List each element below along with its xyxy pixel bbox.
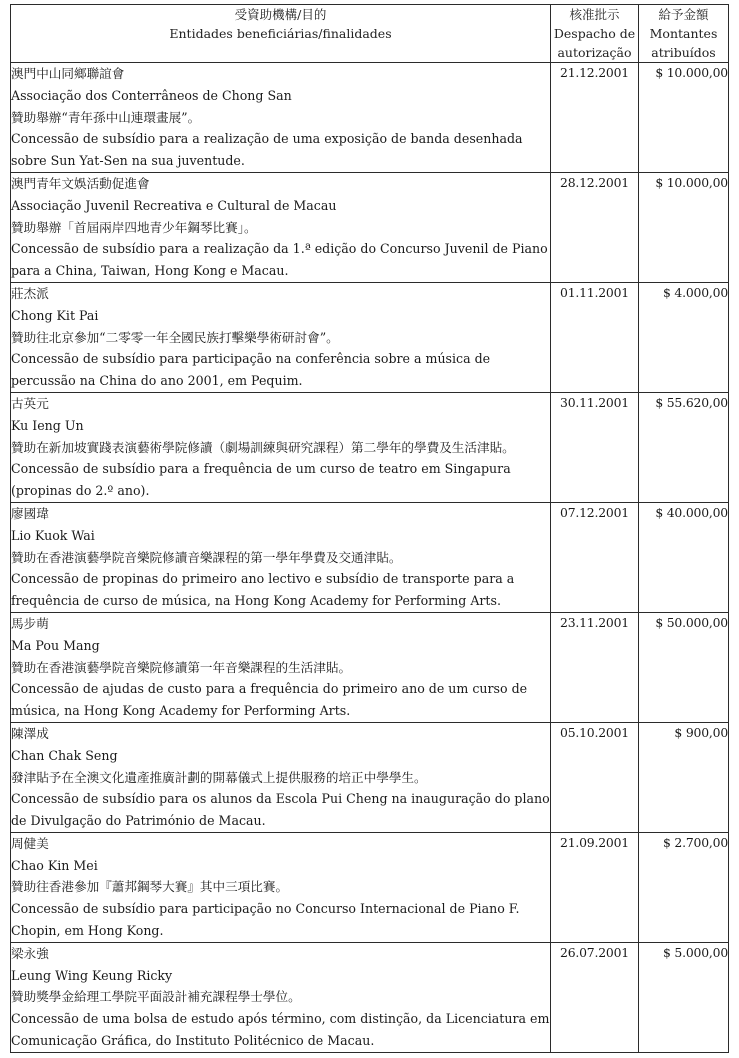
table-row (11, 282, 729, 392)
grants-table (10, 4, 729, 1053)
entity-name-pt: Chao Kin Mei (11, 857, 98, 873)
purpose-zh: 發津貼予在全澳文化遺產推廣計劃的開幕儀式上提供服務的培正中學學生。 (11, 769, 427, 785)
entity-cell (11, 502, 551, 612)
purpose-zh: 贊助往北京參加“二零零一年全國民族打擊樂學術研討會”。 (11, 329, 339, 345)
table-row (11, 942, 729, 1052)
entity-name-zh: 周健美 (11, 835, 49, 851)
entity-name-zh: 澳門中山同鄉聯誼會 (11, 66, 125, 81)
header-entities (11, 5, 551, 63)
despacho-date: 30.11.2001 (551, 392, 639, 502)
purpose-zh: 贊助往香港參加『蕭邦鋼琴大賽』其中三項比賽。 (11, 879, 289, 895)
entity-name-zh: 馬步萌 (11, 615, 49, 631)
table-row (11, 63, 729, 173)
header-entities-pt: Entidades beneficiárias/finalidades (169, 26, 392, 41)
despacho-date: 23.11.2001 (551, 612, 639, 722)
purpose-zh: 贊助舉辦“青年孫中山連環畫展”。 (11, 109, 201, 125)
entity-cell (11, 392, 551, 502)
amount-value: $ 40.000,00 (639, 502, 729, 612)
entity-name-pt: Lio Kuok Wai (11, 527, 95, 543)
header-despacho (551, 5, 639, 63)
despacho-date: 21.12.2001 (551, 63, 639, 173)
table-row (11, 502, 729, 612)
purpose-zh: 贊助獎學金給理工學院平面設計補充課程學士學位。 (11, 989, 301, 1005)
table-row (11, 392, 729, 502)
table-row (11, 722, 729, 832)
header-montantes-zh: 給予金額 (658, 7, 709, 22)
despacho-date: 05.10.2001 (551, 722, 639, 832)
despacho-date: 26.07.2001 (551, 942, 639, 1052)
purpose-pt: Concessão de propinas do primeiro ano lectivo e subsídio de transporte para a frequência de curso de música, na Hong Kong Academy for Performing Arts. (11, 571, 515, 609)
table-row (11, 172, 729, 282)
purpose-zh: 贊助在香港演藝學院音樂院修讀音樂課程的第一學年學費及交通津貼。 (11, 549, 402, 565)
amount-value: $ 10.000,00 (639, 172, 729, 282)
header-row (11, 5, 729, 63)
entity-name-pt: Leung Wing Keung Ricky (11, 967, 173, 983)
purpose-zh: 贊助在新加坡實踐表演藝術學院修讀（劇場訓練與研究課程）第二學年的學費及生活津貼。 (11, 439, 515, 455)
entity-cell (11, 172, 551, 282)
header-despacho-zh: 核准批示 (569, 7, 620, 22)
purpose-pt: Concessão de subsídio para a realização de uma exposição de banda desenhada sobre Sun Yat-Sen na sua juventude. (11, 131, 523, 169)
entity-name-pt: Chong Kit Pai (11, 307, 99, 323)
despacho-date: 21.09.2001 (551, 832, 639, 942)
header-montantes-pt-2: atribuídos (651, 45, 716, 60)
header-montantes-pt-1: Montantes (649, 26, 718, 41)
purpose-pt: Concessão de subsídio para participação no Concurso Internacional de Piano F. Chopin, em Hong Kong. (11, 901, 520, 939)
entity-name-zh: 廖國瑋 (11, 505, 49, 521)
entity-name-zh: 莊杰派 (11, 285, 49, 301)
purpose-zh: 贊助在香港演藝學院音樂院修讀第一年音樂課程的生活津貼。 (11, 659, 352, 675)
entity-name-zh: 梁永強 (11, 945, 49, 961)
purpose-zh: 贊助舉辦「首屆兩岸四地青少年鋼琴比賽」。 (11, 219, 257, 235)
table-row (11, 832, 729, 942)
amount-value: $ 4.000,00 (639, 282, 729, 392)
amount-value: $ 55.620,00 (639, 392, 729, 502)
entity-cell (11, 612, 551, 722)
purpose-pt: Concessão de subsídio para a frequência de um curso de teatro em Singapura (propinas do 2.º ano). (11, 461, 511, 499)
despacho-date: 28.12.2001 (551, 172, 639, 282)
entity-name-pt: Chan Chak Seng (11, 747, 118, 763)
entity-name-zh: 古英元 (11, 395, 49, 411)
amount-value: $ 10.000,00 (639, 63, 729, 173)
entity-cell (11, 282, 551, 392)
entity-cell (11, 832, 551, 942)
entity-cell (11, 63, 551, 173)
header-despacho-pt-1: Despacho de (553, 26, 636, 41)
purpose-pt: Concessão de uma bolsa de estudo após término, com distinção, da Licenciatura em Comunicação Gráfica, do Instituto Politécnico de Macau. (11, 1011, 550, 1049)
purpose-pt: Concessão de subsídio para participação na conferência sobre a música de percussão na China do ano 2001, em Pequim. (11, 351, 491, 389)
header-despacho-pt-2: autorização (557, 45, 632, 60)
header-montantes (639, 5, 729, 63)
header-entities-zh: 受資助機構/目的 (234, 7, 327, 22)
amount-value: $ 2.700,00 (639, 832, 729, 942)
purpose-pt: Concessão de subsídio para os alunos da Escola Pui Cheng na inauguração do plano de Divulgação do Património de Macau. (11, 791, 550, 829)
entity-name-pt: Associação dos Conterrâneos de Chong San (11, 87, 292, 103)
entity-name-pt: Ku Ieng Un (11, 417, 84, 433)
despacho-date: 07.12.2001 (551, 502, 639, 612)
entity-name-zh: 陳澤成 (11, 725, 49, 741)
entity-name-zh: 澳門青年文娛活動促進會 (11, 175, 150, 191)
table-row (11, 612, 729, 722)
entity-cell (11, 942, 551, 1052)
amount-value: $ 5.000,00 (639, 942, 729, 1052)
entity-name-pt: Associação Juvenil Recreativa e Cultural de Macau (11, 197, 337, 213)
amount-value: $ 900,00 (639, 722, 729, 832)
entity-name-pt: Ma Pou Mang (11, 637, 100, 653)
entity-cell (11, 722, 551, 832)
amount-value: $ 50.000,00 (639, 612, 729, 722)
purpose-pt: Concessão de ajudas de custo para a frequência do primeiro ano de um curso de música, na Hong Kong Academy for Performing Arts. (11, 681, 528, 719)
despacho-date: 01.11.2001 (551, 282, 639, 392)
purpose-pt: Concessão de subsídio para a realização da 1.ª edição do Concurso Juvenil de Piano para a China, Taiwan, Hong Kong e Macau. (11, 241, 548, 279)
